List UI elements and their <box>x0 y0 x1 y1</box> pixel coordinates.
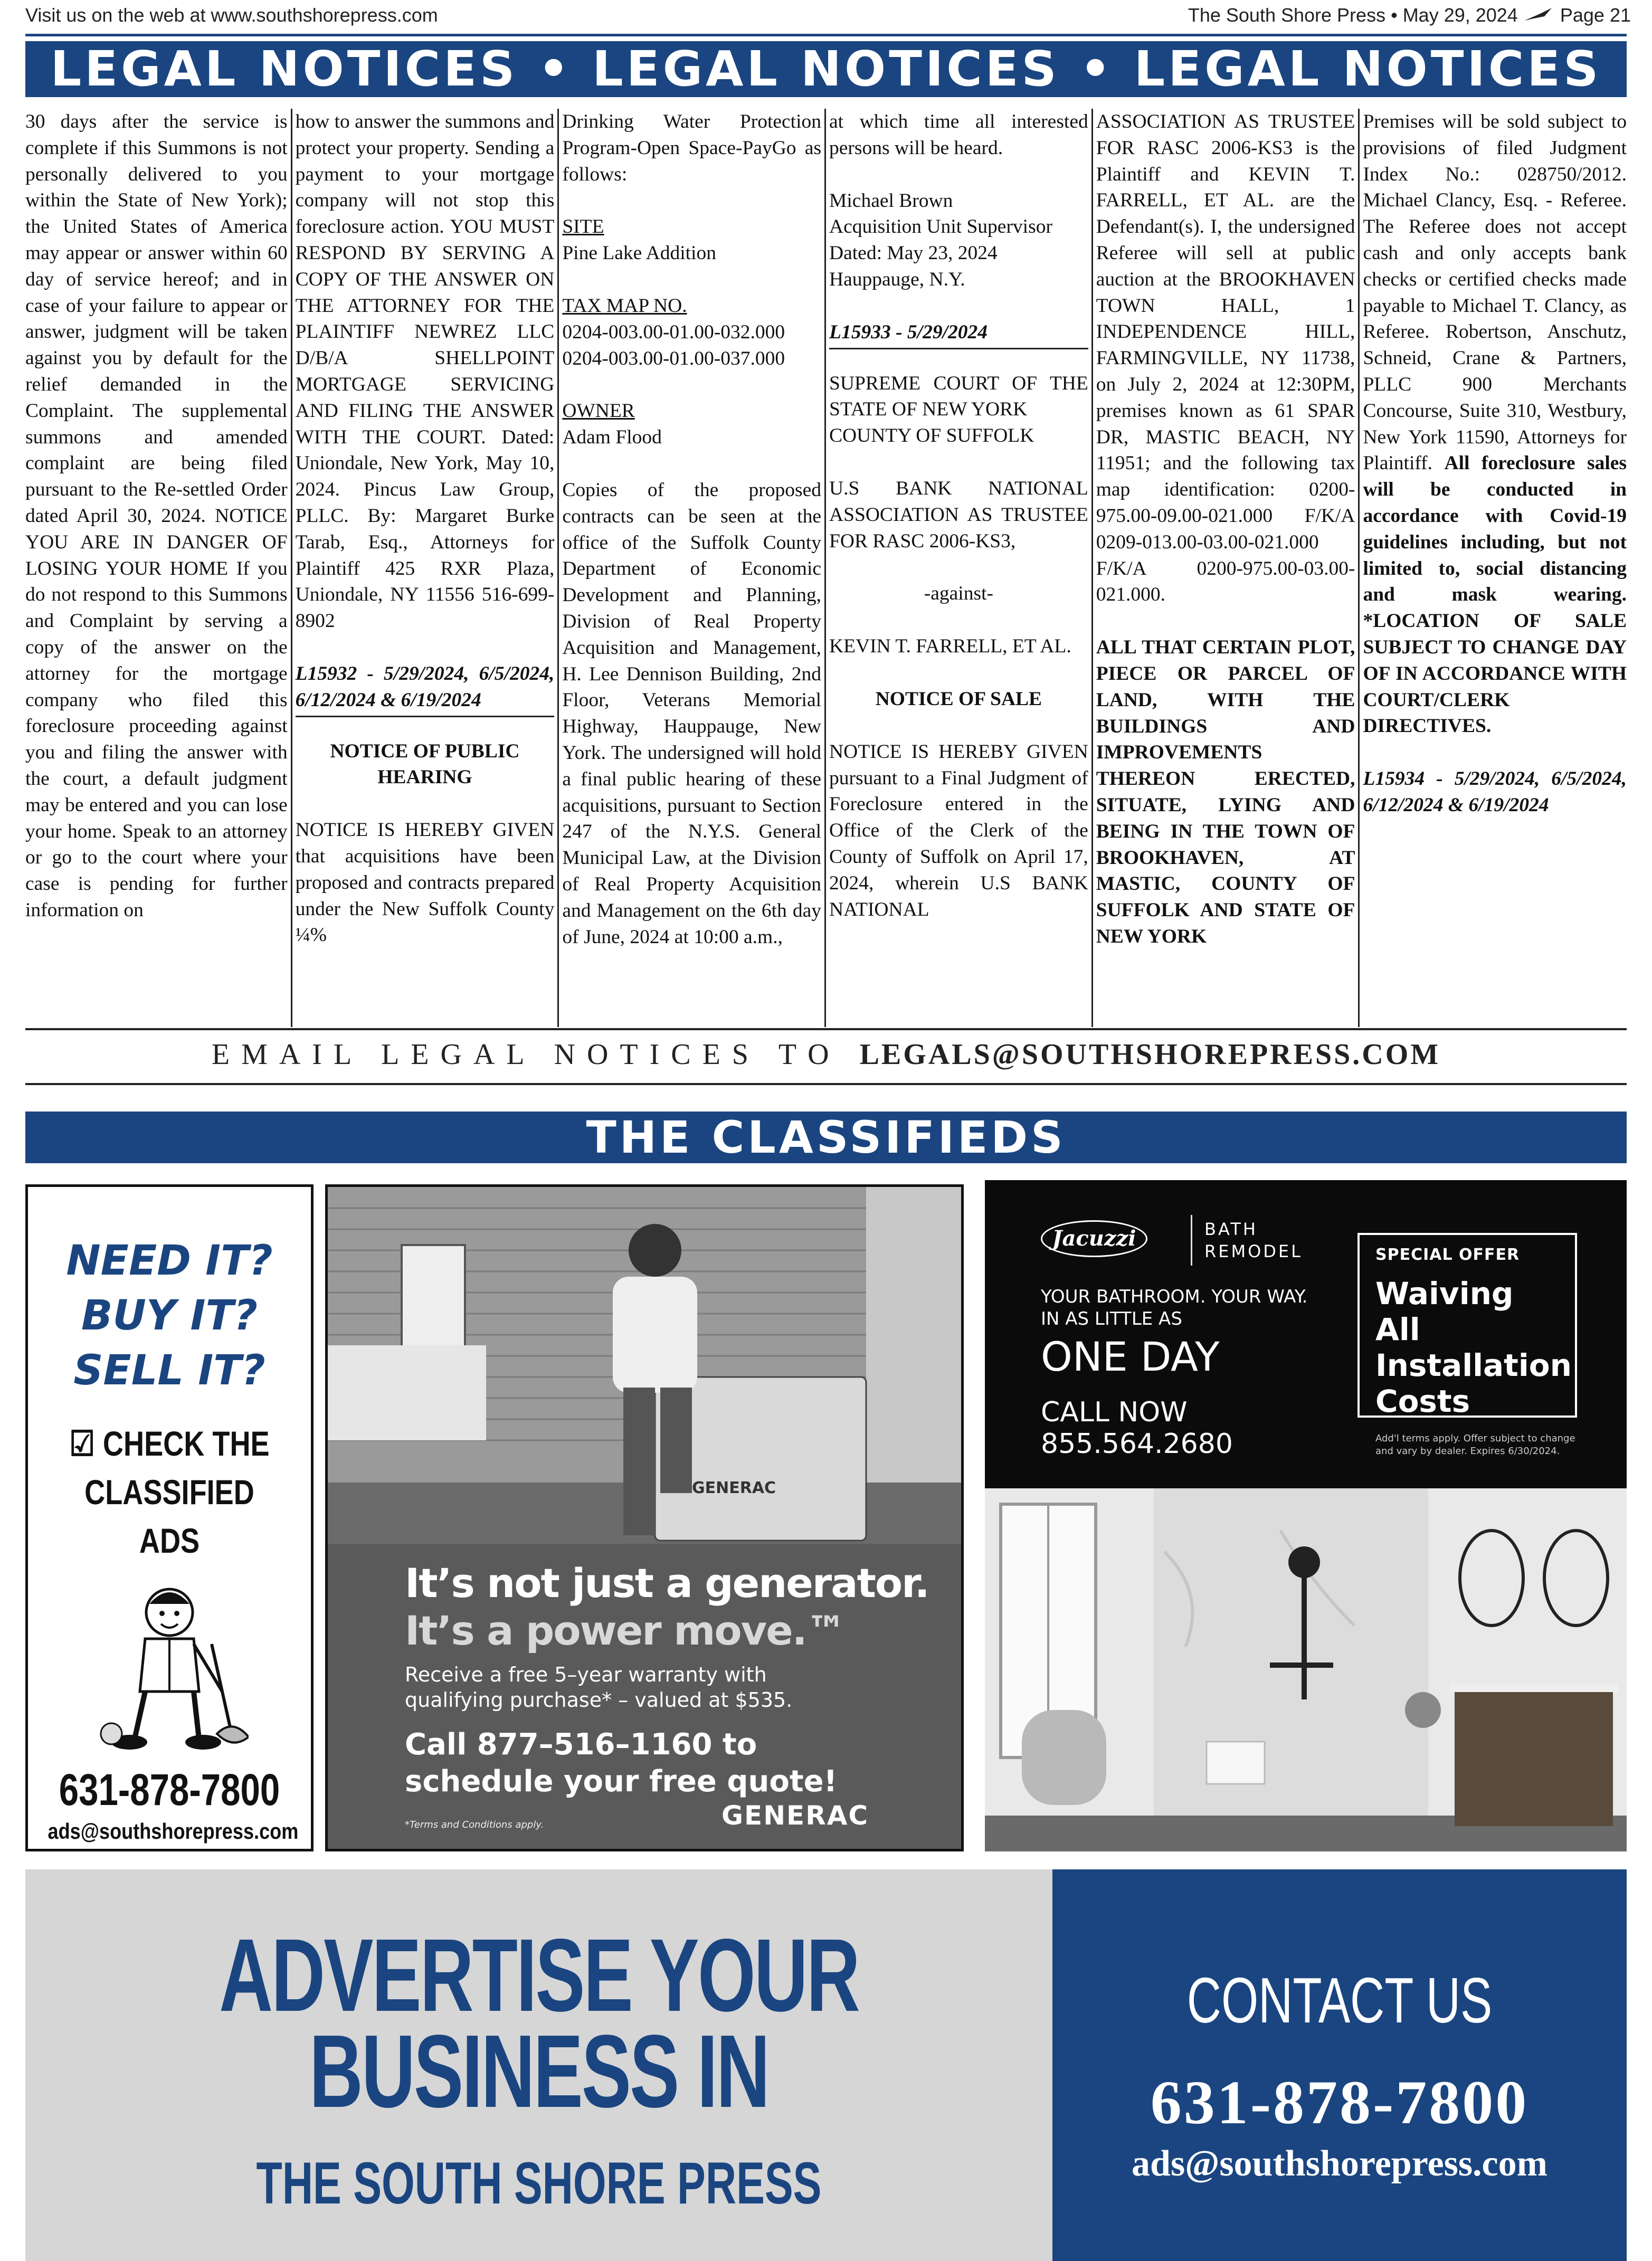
bath-remodel-label <box>1204 1218 1303 1262</box>
website-line: Visit us on the web at www.southshorepress.com <box>25 4 438 26</box>
owner-value: Adam Flood <box>562 426 662 449</box>
classifieds-promo-box <box>25 1184 314 1851</box>
check-line: ☑ CHECK THE <box>69 1424 270 1463</box>
special-offer-value: Waiving All Installation Costs <box>1375 1276 1572 1419</box>
defendant-name: KEVIN T. FARRELL, ET AL. <box>829 635 1071 658</box>
legal-column-6 <box>1360 109 1627 1027</box>
plaintiff-name: U.S BANK NATIONAL ASSOCIATION AS TRUSTEE FOR RASC 2006-KS3, <box>829 477 1088 552</box>
jacuzzi-ad[interactable] <box>985 1180 1627 1851</box>
classifieds-banner: THE CLASSIFIEDS <box>25 1112 1627 1163</box>
tax-map-number: 0204-003.00-01.00-037.000 <box>562 347 785 369</box>
signature-date: Dated: May 23, 2024 <box>829 242 998 264</box>
generac-logo: GENERAC <box>721 1800 869 1831</box>
advertise-headline <box>169 1917 908 2129</box>
notice-heading: NOTICE OF PUBLIC HEARING <box>330 740 520 788</box>
covid-notice: All foreclosure sales will be conducted in accordance with Covid-19 guidelines including, but not limited to, social distancing and mask wearing. *LOCATION OF SALE SUBJECT TO CHANGE DAY OF IN ACCORDANCE WITH COURT/CLERK DIRECTIVES. <box>1363 452 1627 737</box>
tagline-line: YOUR BATHROOM. YOUR WAY. <box>1041 1286 1308 1307</box>
notice-heading: NOTICE OF SALE <box>875 688 1042 710</box>
sell-it-line: SELL IT? <box>73 1347 265 1394</box>
header-rule <box>25 34 1627 36</box>
email-label: EMAIL LEGAL NOTICES TO <box>211 1038 841 1071</box>
jacuzzi-logo: Jacuzzi <box>1041 1220 1147 1257</box>
sale-terms-text: Premises will be sold subject to provisions of filed Judgment Index No.: 028750/2012. Michael Clancy, Esq. - Referee. The Referee does not accept cash and only accepts bank checks or certified checks made payable to Michael T. Clancy, as Referee. Robertson, Anschutz, Schneid, Crane & Partners, PLLC 900 Merchants Concourse, Suite 310, Westbury, New York 11590, Attorneys for Plaintiff. <box>1363 111 1627 474</box>
property-description: ALL THAT CERTAIN PLOT, PIECE OR PARCEL OF LAND, WITH THE BUILDINGS AND IMPROVEMENTS THEREON ERECTED, SITUATE, LYING AND BEING IN THE TOWN OF BROOKHAVEN, AT MASTIC, COUNTY OF SUFFOLK AND STATE OF NEW YORK <box>1096 636 1355 947</box>
jacuzzi-phone[interactable]: 855.564.2680 <box>1041 1428 1233 1460</box>
summons-text-continued: how to answer the summons and protect your property. Sending a payment to your mortgage company will not stop this foreclosure action. YOU MUST RESPOND BY SERVING A COPY OF THE ANSWER ON THE ATTORNEY FOR THE PLAINTIFF NEWREZ LLC D/B/A SHELLPOINT MORTGAGE SERVICING AND FILING THE ANSWER WITH THE COURT. Dated: Uniondale, New York, May 10, 2024. Pincus Law Group, PLLC. By: Margaret Burke Tarab, Esq., Attorneys for Plaintiff 425 RXR Plaza, Uniondale, NY 11556 516-699-8902 <box>295 111 555 632</box>
notice-divider <box>829 348 1088 349</box>
hearing-text: NOTICE IS HEREBY GIVEN that acquisitions have been proposed and contracts prepared under the New Suffolk County ¼% <box>295 819 555 946</box>
notice-reference: L15934 - 5/29/2024, 6/5/2024, 6/12/2024 & 6/19/2024 <box>1363 768 1627 816</box>
jacuzzi-fine-print: Add'l terms apply. Offer subject to change and vary by dealer. Expires 6/30/2024. <box>1375 1433 1575 1457</box>
generac-call-to-action[interactable]: Call 877–516–1160 to schedule your free quote! <box>405 1727 838 1799</box>
sweeping-man-illustration <box>90 1581 249 1755</box>
legal-column-5 <box>1093 109 1360 1027</box>
publication-line: THE SOUTH SHORE PRESS <box>256 2150 822 2216</box>
legal-email-address[interactable]: LEGALS@SOUTHSHOREPRESS.COM <box>859 1038 1441 1071</box>
call-now-label: CALL NOW <box>1041 1396 1188 1428</box>
tax-map-label: TAX MAP NO. <box>562 294 687 317</box>
page-number: Page 21 <box>1560 4 1631 26</box>
advertise-line: ADVERTISE YOUR <box>219 1917 859 2033</box>
county-name: COUNTY OF SUFFOLK <box>829 425 1034 447</box>
bullet-separator: • <box>1391 4 1403 26</box>
generac-subheadline: It’s a power move.™ <box>405 1607 846 1654</box>
legal-notices-banner: LEGAL NOTICES • LEGAL NOTICES • LEGAL NOTICES <box>25 41 1627 97</box>
issue-date: May 29, 2024 <box>1402 4 1518 26</box>
notice-reference: L15932 - 5/29/2024, 6/5/2024, 6/12/2024 & 6/19/2024 <box>295 662 555 711</box>
special-offer-box <box>1357 1233 1577 1418</box>
classifieds-email[interactable]: ads@southshorepress.com <box>48 1819 299 1844</box>
classified-ads-line: CLASSIFIED ADS <box>84 1472 254 1560</box>
special-offer-label: SPECIAL OFFER <box>1375 1246 1520 1264</box>
generac-headline: It’s not just a generator. <box>405 1560 929 1607</box>
one-day-headline: ONE DAY <box>1041 1333 1220 1380</box>
notice-reference: L15933 - 5/29/2024 <box>829 321 988 343</box>
need-it-line: NEED IT? <box>66 1237 273 1285</box>
signatory-name: Michael Brown <box>829 189 953 212</box>
site-label: SITE <box>562 216 604 238</box>
site-value: Pine Lake Addition <box>562 242 716 264</box>
notice-divider <box>296 716 555 717</box>
issue-info <box>1188 4 1631 27</box>
sale-terms <box>1363 109 1627 739</box>
bathroom-photo <box>985 1488 1627 1851</box>
hearing-details-continued: at which time all interested persons will be heard. <box>829 111 1088 159</box>
generator-photo <box>328 1187 961 1544</box>
advertising-email[interactable]: ads@southshorepress.com <box>1132 2143 1547 2184</box>
court-name: SUPREME COURT OF THE STATE OF NEW YORK <box>829 372 1088 421</box>
logo-divider <box>1191 1215 1192 1266</box>
advertising-phone[interactable]: 631-878-7800 <box>1150 2068 1529 2137</box>
sale-text-continued: ASSOCIATION AS TRUSTEE FOR RASC 2006-KS3 is the Plaintiff and KEVIN T. FARRELL, ET AL. are the Defendant(s). I, the undersigned Referee will sell at public auction at the BROOKHAVEN TOWN HALL, 1 INDEPENDENCE HILL, FARMINGVILLE, NY 11738, on July 2, 2024 at 12:30PM, premises known as 61 SPAR DR, MASTIC BEACH, NY 11951; and the following tax map identification: 0200-975.00-09.00-021.000 F/K/A 0209-013.00-03.00-021.000 F/K/A 0200-975.00-03.00-021.000. <box>1096 111 1355 606</box>
publication-name: The South Shore Press <box>1188 4 1386 26</box>
advertise-line: BUSINESS IN <box>309 2013 769 2129</box>
sale-text: NOTICE IS HEREBY GIVEN pursuant to a Final Judgment of Foreclosure entered in the Office of the Clerk of the County of Suffolk on April 17, 2024, wherein U.S BANK NATIONAL <box>829 740 1088 920</box>
section-rule <box>25 1028 1627 1030</box>
generator-label: GENERAC <box>692 1479 776 1497</box>
signatory-title: Acquisition Unit Supervisor <box>829 216 1052 238</box>
tagline-line: IN AS LITTLE AS <box>1041 1308 1182 1329</box>
signature-place: Hauppauge, N.Y. <box>829 268 965 290</box>
tax-map-number: 0204-003.00-01.00-032.000 <box>562 321 785 343</box>
legal-column-2 <box>292 109 559 1027</box>
hearing-text-continued: Drinking Water Protection Program-Open Space-PayGo as follows: <box>562 111 822 185</box>
contact-us-heading: CONTACT US <box>1186 1964 1493 2036</box>
brand-line: BATH <box>1204 1219 1258 1239</box>
check-classified-ads <box>53 1419 286 1565</box>
section-rule <box>25 1083 1627 1085</box>
classifieds-phone[interactable]: 631-878-7800 <box>59 1765 280 1814</box>
hearing-details: Copies of the proposed contracts can be seen at the office of the Suffolk County Department of Economic Development and Planning, Division of Real Property Acquisition and Management, H. Lee Dennison Building, 2nd Floor, Veterans Memorial Highway, Hauppauge, New York. The undersigned will hold a final public hearing of these acquisitions, pursuant to Section 247 of the N.Y.S. General Municipal Law, at the Division of Real Property Acquisition and Management on the 6th day of June, 2024 at 10:00 a.m., <box>562 479 822 948</box>
bird-icon <box>1523 5 1555 27</box>
email-legal-notices <box>25 1038 1627 1071</box>
advertise-promo <box>25 1869 1052 2261</box>
against-line: -against- <box>924 583 993 605</box>
jacuzzi-call[interactable] <box>1041 1396 1233 1460</box>
summons-text: 30 days after the service is complete if this Summons is not personally delivered to you within the State of New York); the United States of America may appear or answer within 60 day of service hereof; and in case of your failure to appear or answer, judgment will be taken against you by default for the relief demanded in the Complaint. The supplemental summons and amended complaint are being filed pursuant to the Re-settled Order dated April 30, 2024. NOTICE YOU ARE IN DANGER OF LOSING YOUR HOME If you do not respond to this Summons and Complaint by serving a copy of the answer on the attorney for the mortgage company who filed this foreclosure proceeding against you and filing the answer with the court, a default judgment may be entered and you can lose your home. Speak to an attorney or go to the court where your case is pending for further information on <box>25 111 288 921</box>
generac-terms: *Terms and Conditions apply. <box>405 1819 544 1830</box>
need-it-headline <box>28 1233 311 1398</box>
jacuzzi-ad-header <box>985 1180 1627 1488</box>
jacuzzi-tagline <box>1041 1286 1307 1330</box>
legal-column-1 <box>25 109 292 1027</box>
generac-ad[interactable] <box>325 1184 964 1851</box>
legal-columns <box>25 109 1627 1027</box>
contact-us-panel <box>1052 1869 1627 2261</box>
legal-column-4 <box>826 109 1093 1027</box>
legal-column-3 <box>559 109 826 1027</box>
brand-line: REMODEL <box>1204 1241 1303 1261</box>
generac-offer: Receive a free 5–year warranty with qualifying purchase* – valued at $535. <box>405 1663 793 1712</box>
owner-label: OWNER <box>562 400 635 422</box>
buy-it-line: BUY IT? <box>81 1292 258 1340</box>
